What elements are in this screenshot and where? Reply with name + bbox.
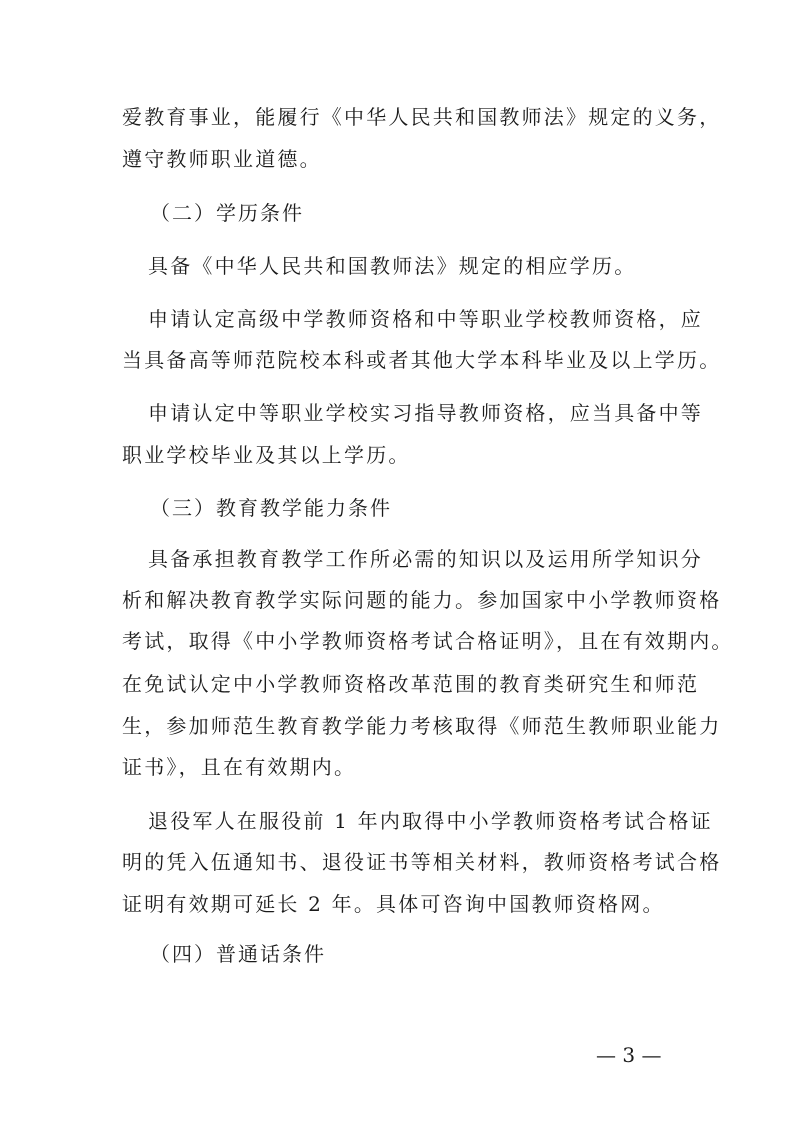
paragraph-line: 在免试认定中小学教师资格改革范围的教育类研究生和师范 (122, 672, 700, 696)
section-heading: （二）学历条件 (150, 201, 304, 225)
paragraph-line: 当具备高等师范院校本科或者其他大学本科毕业及以上学历。 (122, 348, 722, 372)
paragraph-line: 明的凭入伍通知书、退役证书等相关材料，教师资格考试合格 (122, 850, 722, 874)
paragraph-line: 申请认定高级中学教师资格和中等职业学校教师资格，应 (148, 307, 703, 331)
section-heading: （三）教育教学能力条件 (150, 496, 392, 520)
paragraph-line: 职业学校毕业及其以上学历。 (122, 443, 411, 467)
section-heading: （四）普通话条件 (150, 942, 326, 966)
page-number: — 3 — (596, 1043, 662, 1067)
paragraph-line: 遵守教师职业道德。 (122, 147, 322, 171)
paragraph-line: 考试，取得《中小学教师资格考试合格证明》，且在有效期内。 (122, 629, 734, 653)
paragraph-line: 具备承担教育教学工作所必需的知识以及运用所学知识分 (148, 547, 703, 571)
paragraph-line: 退役军人在服役前 1 年内取得中小学教师资格考试合格证 (148, 809, 713, 833)
paragraph-line: 析和解决教育教学实际问题的能力。参加国家中小学教师资格 (122, 588, 722, 612)
paragraph-line: 具备《中华人民共和国教师法》规定的相应学历。 (148, 254, 637, 278)
paragraph-line: 证明有效期可延长 2 年。具体可咨询中国教师资格网。 (122, 892, 665, 916)
paragraph-line: 申请认定中等职业学校实习指导教师资格，应当具备中等 (148, 401, 703, 425)
paragraph-line: 证书》，且在有效期内。 (122, 755, 357, 779)
paragraph-line: 生，参加师范生教育教学能力考核取得《师范生教师职业能力 (122, 714, 722, 738)
paragraph-line: 爱教育事业，能履行《中华人民共和国教师法》规定的义务， (122, 105, 722, 129)
